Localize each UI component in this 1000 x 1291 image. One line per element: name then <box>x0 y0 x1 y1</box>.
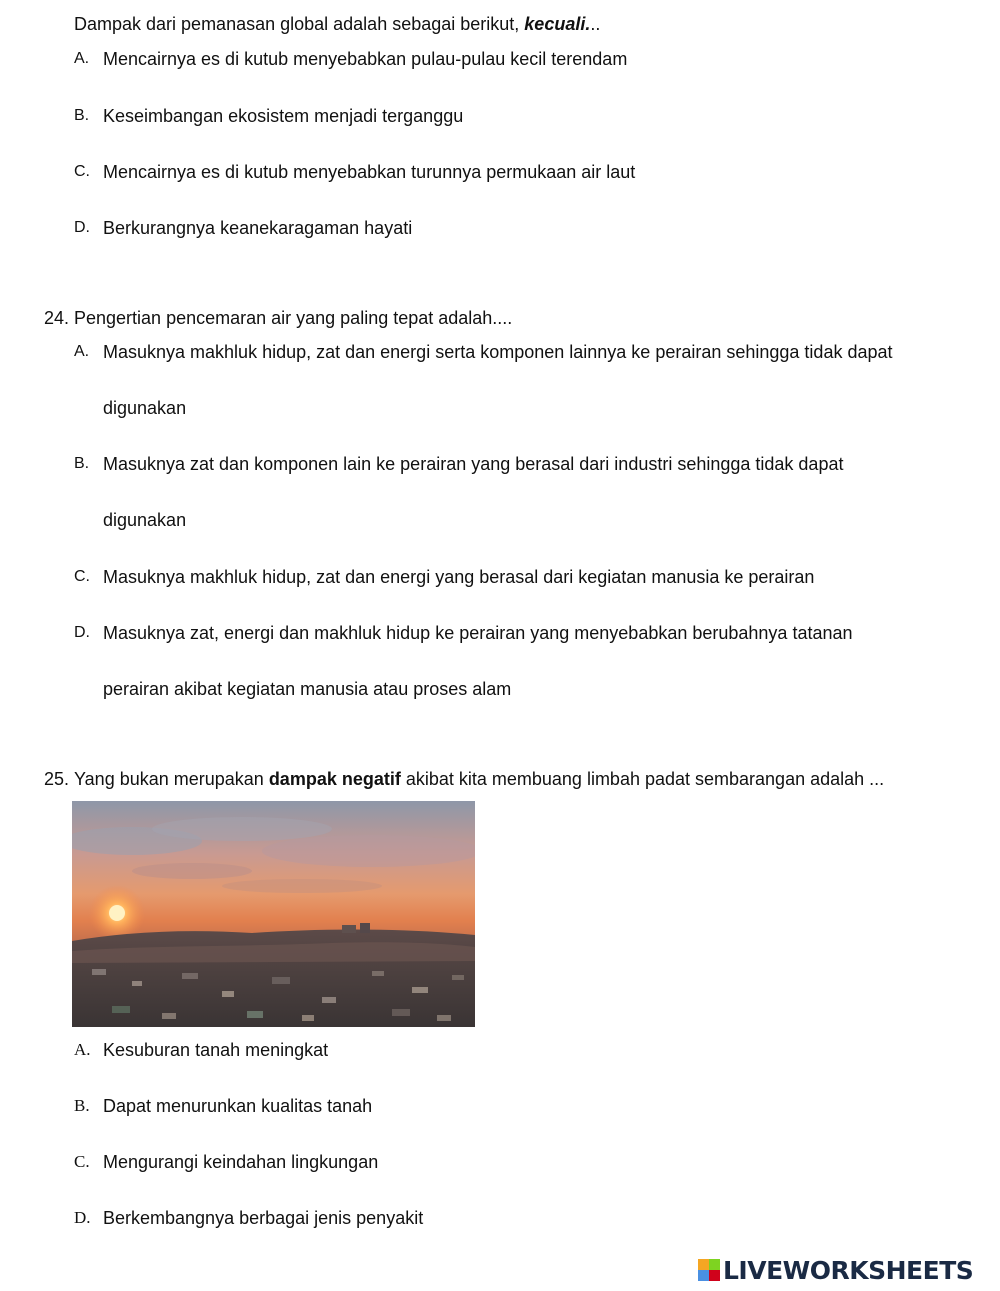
q24-option-a-letter: A. <box>74 343 90 360</box>
q23-option-c[interactable]: Mencairnya es di kutub menyebabkan turunnya permukaan air laut <box>103 162 636 182</box>
q24-number: 24. <box>44 308 70 328</box>
q23-option-d[interactable]: Berkurangnya keanekaragaman hayati <box>103 218 413 238</box>
q25-option-a[interactable]: Kesuburan tanah meningkat <box>103 1040 329 1060</box>
q25-option-c[interactable]: Mengurangi keindahan lingkungan <box>103 1152 379 1172</box>
q23-option-b-letter: B. <box>74 107 90 124</box>
q25-option-a-letter: A. <box>74 1040 91 1059</box>
liveworksheets-logo <box>698 1255 973 1285</box>
landfill-sunset-photo <box>72 801 475 1027</box>
q23-option-a-letter: A. <box>74 50 90 67</box>
liveworksheets-logo-icon <box>698 1259 720 1281</box>
q24-option-b-letter: B. <box>74 455 90 472</box>
q24-option-d-cont[interactable]: perairan akibat kegiatan manusia atau proses alam <box>103 679 512 699</box>
q23-option-d-letter: D. <box>74 219 90 236</box>
q23-option-c-letter: C. <box>74 163 90 180</box>
q25-option-b-letter: B. <box>74 1096 90 1115</box>
q25-option-b[interactable]: Dapat menurunkan kualitas tanah <box>103 1096 373 1116</box>
q25-option-c-letter: C. <box>74 1152 90 1171</box>
q24-stem: Pengertian pencemaran air yang paling tepat adalah.... <box>74 308 513 328</box>
q25-number: 25. <box>44 769 70 789</box>
q24-option-a[interactable]: Masuknya makhluk hidup, zat dan energi serta komponen lainnya ke perairan sehingga tidak dapat <box>103 342 893 362</box>
liveworksheets-logo-text: LIVEWORKSHEETS <box>723 1255 974 1285</box>
q23-stem: Dampak dari pemanasan global adalah sebagai berikut, kecuali... <box>74 14 601 34</box>
q24-option-d[interactable]: Masuknya zat, energi dan makhluk hidup ke perairan yang menyebabkan berubahnya tatanan <box>103 623 853 643</box>
q24-option-c[interactable]: Masuknya makhluk hidup, zat dan energi yang berasal dari kegiatan manusia ke perairan <box>103 567 815 587</box>
q24-option-a-cont[interactable]: digunakan <box>103 398 187 418</box>
q24-option-d-letter: D. <box>74 624 90 641</box>
q23-option-a[interactable]: Mencairnya es di kutub menyebabkan pulau-pulau kecil terendam <box>103 49 628 69</box>
q25-option-d-letter: D. <box>74 1208 91 1227</box>
q24-option-c-letter: C. <box>74 568 90 585</box>
q23-option-b[interactable]: Keseimbangan ekosistem menjadi terganggu <box>103 106 464 126</box>
q25-stem: Yang bukan merupakan dampak negatif akibat kita membuang limbah padat sembarangan adalah ... <box>74 769 885 789</box>
q24-option-b[interactable]: Masuknya zat dan komponen lain ke perairan yang berasal dari industri sehingga tidak dapat <box>103 454 844 474</box>
q24-option-b-cont[interactable]: digunakan <box>103 510 187 530</box>
q25-option-d[interactable]: Berkembangnya berbagai jenis penyakit <box>103 1208 424 1228</box>
